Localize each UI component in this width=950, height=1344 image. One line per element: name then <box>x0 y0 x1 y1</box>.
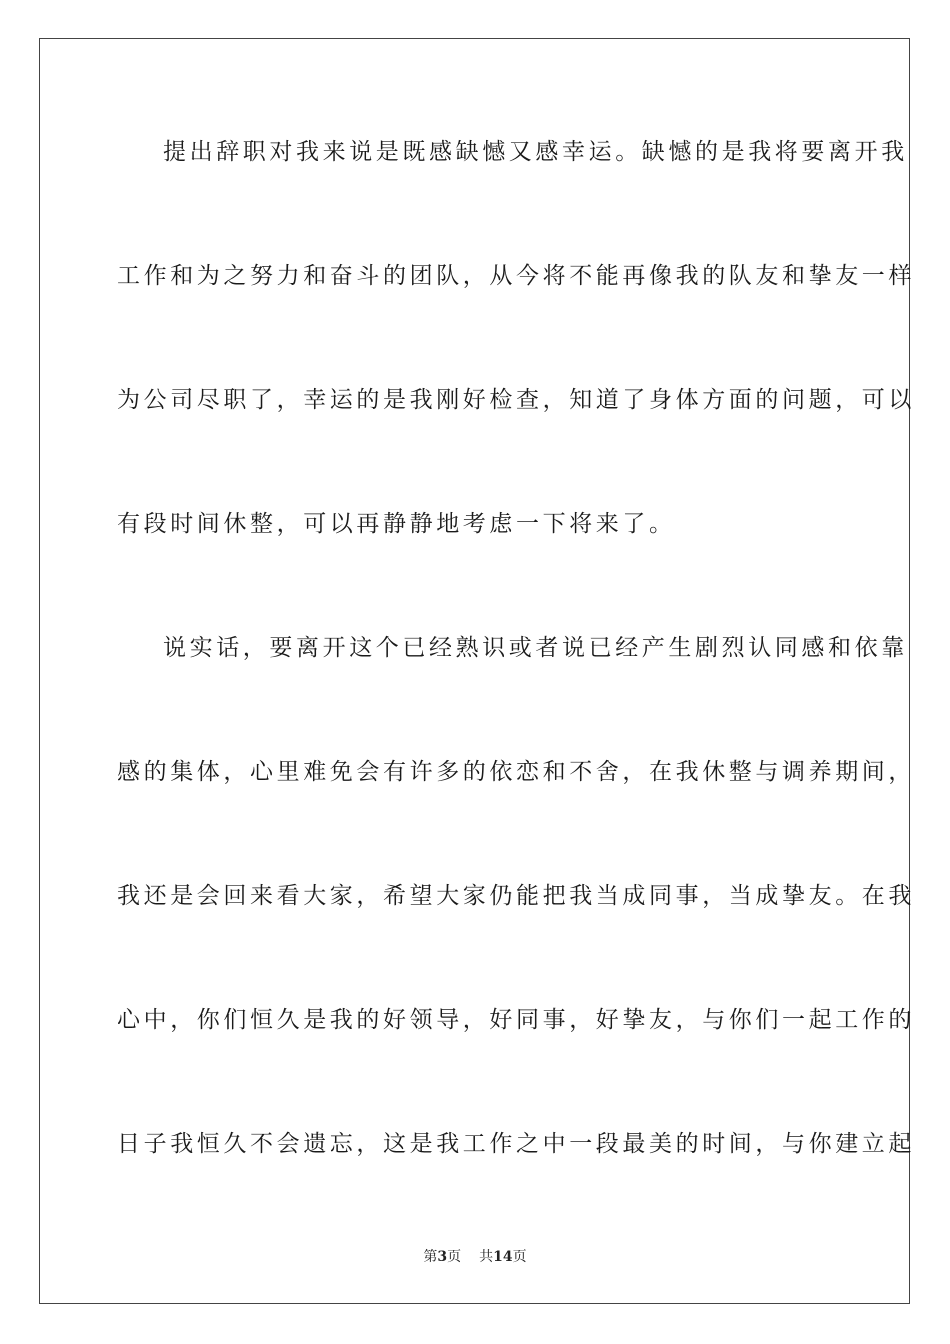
paragraph-1-line-3: 为公司尽职了，幸运的是我刚好检查，知道了身体方面的问题，可以 <box>117 387 915 413</box>
paragraph-1-line-1: 提出辞职对我来说是既感缺憾又感幸运。缺憾的是我将要离开我 <box>163 139 908 165</box>
paragraph-2-line-1: 说实话，要离开这个已经熟识或者说已经产生剧烈认同感和依靠 <box>163 635 908 661</box>
paragraph-1-line-4: 有段时间休整，可以再静静地考虑一下将来了。 <box>117 511 676 537</box>
paragraph-2-line-4: 心中，你们恒久是我的好领导，好同事，好挚友，与你们一起工作的 <box>117 1007 915 1033</box>
page-border <box>39 38 915 1304</box>
page-number-label: 第3页 <box>423 1249 462 1265</box>
paragraph-2-line-2: 感的集体，心里难免会有许多的依恋和不舍，在我休整与调养期间， <box>117 759 915 785</box>
paragraph-2-line-3: 我还是会回来看大家，希望大家仍能把我当成同事，当成挚友。在我 <box>117 883 915 909</box>
page-footer <box>0 1248 950 1266</box>
total-pages: 14 <box>493 1249 513 1265</box>
paragraph-2-line-5: 日子我恒久不会遗忘，这是我工作之中一段最美的时间，与你建立起 <box>117 1131 915 1157</box>
total-pages-label: 共14页 <box>479 1249 527 1265</box>
page-number: 3 <box>437 1249 448 1265</box>
paragraph-1-line-2: 工作和为之努力和奋斗的团队，从今将不能再像我的队友和挚友一样 <box>117 263 915 289</box>
